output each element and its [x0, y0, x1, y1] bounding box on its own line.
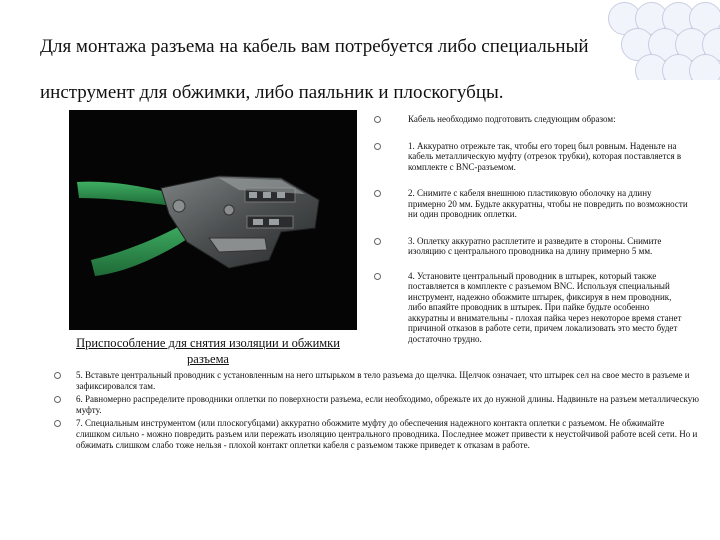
bottom-bullet-list [54, 370, 699, 451]
list-item [372, 188, 690, 220]
slide-title-line-1: Для монтажа разъема на кабель вам потребуется либо специальный [40, 36, 589, 57]
list-item-text: 6. Равномерно распределите проводники оплетки по поверхности разъема, если необходимо, обрежьте их до нужной длины. Надвиньте на разъем металлическую муфту. [76, 394, 699, 415]
bullet-circle-icon [374, 273, 381, 280]
list-item-text: 5. Вставьте центральный проводник с установленным на него штырьком в тело разъема до щелчка. Щелчок означает, что штырек сел на свое место в разъеме и зафиксировался там. [76, 370, 690, 391]
bullet-circle-icon [54, 420, 61, 427]
bullet-circle-icon [374, 238, 381, 245]
crimping-tool-photo [69, 110, 357, 330]
photo-caption [58, 335, 358, 367]
list-item-text: Кабель необходимо подготовить следующим образом: [408, 114, 616, 124]
bullet-circle-icon [374, 190, 381, 197]
list-item-text: 7. Специальным инструментом (или плоскогубцами) аккуратно обожмите муфту до обеспечения надежного контакта оплетки с разъемом. Не обжимайте слишком сильно - можно повредить разъем или пережать изоляцию центрального проводника. Последнее может привести к неустойчивой работе всей сети. Но и обжимать слишком слабо тоже нельзя - плохой контакт оплетки кабеля с разъемом также приведет к отказам в работе. [76, 418, 698, 450]
list-item [372, 271, 690, 345]
list-item [372, 141, 690, 173]
right-bullet-list [372, 112, 690, 344]
list-item-text: 3. Оплетку аккуратно расплетите и разведите в стороны. Снимите изоляцию с центрального проводника на длину примерно 5 мм. [408, 235, 662, 256]
list-item-text: 1. Аккуратно отрежьте так, чтобы его торец был ровным. Наденьте на кабель металлическую муфту (отрезок трубки), которая поставляется в комплекте с BNC-разъемом. [408, 140, 682, 172]
decorative-circles [608, 0, 720, 80]
list-item-text: 2. Снимите с кабеля внешнюю пластиковую оболочку на длину примерно 20 мм. Будьте аккуратны, чтобы не повредить по возможности ни один проводник оплетки. [408, 188, 688, 219]
list-item [54, 418, 699, 451]
photo-caption-line-2: разъема [187, 352, 229, 366]
slide-title-line-2: инструмент для обжимки, либо паяльник и плоскогубцы. [40, 82, 504, 103]
list-item [54, 394, 699, 416]
list-item-text: 4. Установите центральный проводник в штырек, который также поставляется в комплекте с разъемом BNC. Используя специальный инструмент, надежно обожмите штырек, фиксируя в нем проводник, либо впаяйте проводник в штырек. При пайке будьте особенно аккуратны и внимательны - плохая пайка через некоторое время станет причиной отказов в работе сети, причем локализовать это место будет достаточно трудно. [408, 270, 682, 344]
list-item [372, 236, 690, 257]
list-item [54, 370, 699, 392]
photo-caption-line-1: Приспособление для снятия изоляции и обжимки [76, 336, 340, 350]
bullet-circle-icon [54, 396, 61, 403]
bullet-circle-icon [374, 143, 381, 150]
bullet-circle-icon [374, 116, 381, 123]
bullet-circle-icon [54, 372, 61, 379]
crimping-tool-image [69, 110, 357, 330]
list-item [372, 114, 690, 125]
